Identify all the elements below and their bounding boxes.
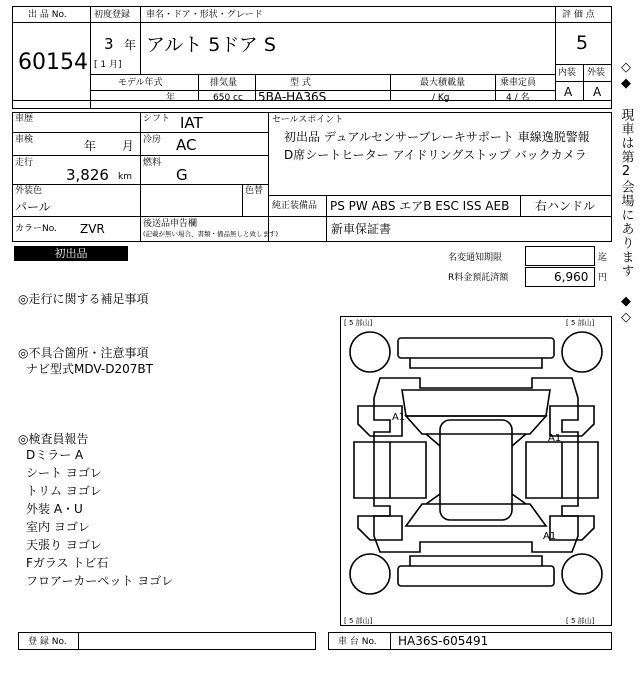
sales-point-2: D席シートヒーター アイドリングストップ バックカメラ: [284, 148, 587, 162]
chassis-label: 車 台 No.: [338, 637, 377, 647]
first-reg-year-unit: 年: [124, 38, 137, 52]
capacity-label: 乗車定員: [500, 78, 537, 88]
fuel-label: 燃料: [143, 158, 162, 168]
notice-unit: 迄: [598, 253, 608, 263]
inspector-item: フロアーカーペット ヨゴレ: [26, 574, 174, 588]
lot-no-label: 出 品 No.: [28, 10, 67, 20]
tire-mark-rl: [ 5 部山]: [344, 617, 373, 625]
capacity: 4 / 名: [506, 93, 530, 103]
shift-label: シフト: [143, 114, 171, 124]
car-outline-diagram: [340, 316, 612, 626]
inspector-item: 外装 A・U: [26, 502, 83, 516]
sales-point-1: 初出品 デュアルセンサーブレーキサポート 車線逸脱警報: [284, 130, 590, 144]
ac: AC: [176, 136, 197, 154]
damage-mark: A1: [548, 433, 562, 444]
post-docs-note: (記載が無い場合、書類・備品無しと致します): [143, 230, 279, 238]
recycle-unit: 円: [598, 273, 608, 283]
mileage: 3,826: [66, 166, 109, 184]
defects-heading: ◎不具合箇所・注意事項: [18, 346, 149, 360]
tire-mark-rr: [ 5 部山]: [566, 617, 595, 625]
color-no: ZVR: [80, 222, 105, 236]
chassis-no: HA36S-605491: [398, 634, 489, 648]
exterior-label: 外装: [587, 68, 606, 78]
post-docs-label: 後送品申告欄: [143, 219, 198, 229]
color-change-label: 色替: [245, 186, 264, 196]
defect-item: ナビ型式MDV-D207BT: [26, 362, 153, 376]
displacement: 650 cc: [213, 93, 243, 103]
reg-no-label: 登 録 No.: [28, 637, 67, 647]
ext-color: パール: [15, 200, 51, 214]
first-listing-badge: 初出品: [14, 246, 128, 261]
model-label: 型 式: [290, 78, 311, 88]
ext-color-label: 外装色: [15, 186, 43, 196]
inspection-label: 車検: [15, 135, 34, 145]
first-reg-label: 初度登録: [94, 10, 131, 20]
history-label: 車歴: [15, 114, 34, 124]
inspection-value: 年 月: [84, 139, 134, 153]
ac-label: 冷房: [143, 135, 162, 145]
sales-point-label: セールスポイント: [272, 115, 344, 125]
model: 5BA-HA36S: [258, 90, 327, 104]
tire-mark-fr: [ 5 部山]: [566, 319, 595, 327]
car-name: アルト 5ドア S: [146, 34, 276, 56]
mileage-label: 走行: [15, 158, 34, 168]
handle: 右ハンドル: [535, 199, 596, 213]
inspector-item: トリム ヨゴレ: [26, 484, 102, 498]
driving-heading: ◎走行に関する補足事項: [18, 292, 149, 306]
color-no-label: カラーNo.: [15, 224, 57, 234]
model-year-label: モデル年式: [118, 78, 163, 88]
model-year-unit: 年: [166, 93, 176, 103]
warranty: 新車保証書: [331, 222, 392, 236]
inspector-item: Fガラス トビ石: [26, 556, 109, 570]
equipment: PS PW ABS エアB ESC ISS AEB: [330, 199, 510, 213]
recycle-amount: 6,960: [554, 270, 589, 284]
side-banner: [615, 60, 637, 380]
damage-mark: A1: [543, 531, 557, 542]
car-name-label: 車名・ドア・形状・グレード: [146, 10, 263, 20]
notice-box: [525, 246, 595, 266]
inspector-item: 天張り ヨゴレ: [26, 538, 102, 552]
displacement-label: 排気量: [210, 78, 238, 88]
first-reg-month: [ 1 月]: [94, 60, 122, 70]
notice-label: 名変通知期限: [448, 253, 503, 263]
first-reg-year: 3: [104, 35, 114, 53]
inspector-item: 室内 ヨゴレ: [26, 520, 90, 534]
fuel: G: [176, 166, 188, 184]
max-load: / Kg: [432, 93, 450, 103]
exterior-grade: A: [593, 85, 602, 99]
recycle-label: R料金預託済額: [448, 273, 509, 283]
interior-label: 内装: [558, 68, 577, 78]
inspector-item: Dミラー A: [26, 448, 84, 462]
grade-label: 評 価 点: [562, 10, 595, 20]
damage-mark: A1: [392, 412, 406, 423]
grade: 5: [576, 32, 589, 54]
inspector-item: シート ヨゴレ: [26, 466, 102, 480]
tire-mark-fl: [ 5 部山]: [344, 319, 373, 327]
equipment-label: 純正装備品: [272, 201, 318, 211]
inspector-heading: ◎検査員報告: [18, 432, 89, 446]
max-load-label: 最大積載量: [420, 78, 466, 88]
lot-no: 60154: [18, 50, 88, 75]
shift: IAT: [180, 114, 203, 132]
mileage-unit: km: [118, 172, 132, 182]
side-banner-text: ◇◆ 現車は第2会場にあります ◆◇: [618, 60, 634, 326]
interior-grade: A: [564, 85, 573, 99]
